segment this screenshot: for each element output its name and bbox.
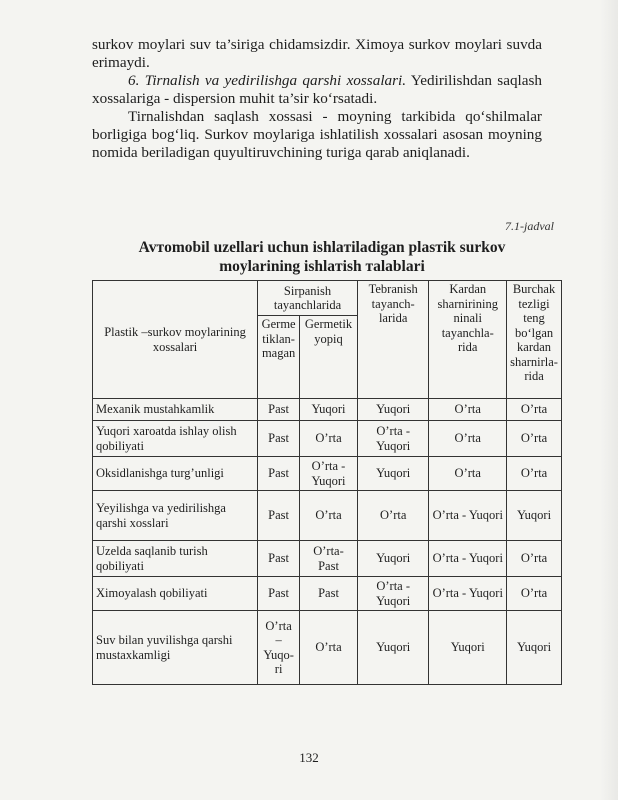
page-edge-shadow [600, 0, 618, 800]
table-row [93, 577, 562, 611]
header-cardan-needle-bearings: Kardan sharnirining ninali tayanchla-rida [429, 281, 507, 399]
table-cell: Past [258, 421, 300, 457]
table-cell: Yuqori [357, 399, 428, 421]
table-cell: Past [300, 577, 358, 611]
table-cell: Yuqori [357, 457, 428, 491]
header-properties: Plastik –surkov moylarining xossalari [93, 281, 258, 399]
requirements-table [92, 280, 562, 685]
table-cell: O’rta - Yuqori [300, 457, 358, 491]
table-row [93, 541, 562, 577]
header-sealed: Germetik yopiq [300, 316, 358, 399]
header-sliding-bearings: Sirpanish tayanchlarida [258, 281, 358, 316]
table-row [93, 457, 562, 491]
table-row [93, 399, 562, 421]
paragraph-2 [92, 72, 542, 108]
table-cell: Yuqori [507, 491, 562, 541]
row-property: Suv bilan yuvilishga qarshi mustaxkamligi [93, 611, 258, 685]
row-property: Yuqori xaroatda ishlay olish qobiliyati [93, 421, 258, 457]
table-cell: O’rta - Yuqori [357, 577, 428, 611]
table-label: 7.1-jadval [505, 219, 554, 233]
row-property: Oksidlanishga turg’unligi [93, 457, 258, 491]
table-cell: O’rta [429, 457, 507, 491]
table-cell: O’rta [357, 491, 428, 541]
row-property: Uzelda saqlanib turish qobiliyati [93, 541, 258, 577]
table-row [93, 491, 562, 541]
table-cell: O’rta - Yuqori [429, 541, 507, 577]
table-cell: Past [258, 399, 300, 421]
table-cell: O’rta [507, 577, 562, 611]
table-cell: O’rta [507, 399, 562, 421]
table-cell: O’rta – Yuqo-ri [258, 611, 300, 685]
table-cell: Past [258, 491, 300, 541]
table-cell: Past [258, 541, 300, 577]
table-cell: Yuqori [507, 611, 562, 685]
table-row [93, 421, 562, 457]
row-property: Ximoyalash qobiliyati [93, 577, 258, 611]
table-cell: Yuqori [357, 541, 428, 577]
header-unsealed: Germe tiklan-magan [258, 316, 300, 399]
table-cell: Yuqori [300, 399, 358, 421]
table-cell: Past [258, 577, 300, 611]
table-cell: O’rta [429, 399, 507, 421]
table-cell: O’rta - Yuqori [429, 491, 507, 541]
page-number: 132 [299, 750, 319, 765]
table-cell: O’rta-Past [300, 541, 358, 577]
table-title-line-1: Avтomobil uzellari uchun ishlaтiladigan plasтik surkov [138, 239, 506, 256]
table-cell: O’rta [300, 421, 358, 457]
table-header-row-1 [93, 281, 562, 316]
paragraph-1: surkov moylari suv ta’siriga chidamsizdir. Ximoya surkov moylari suvda erimaydi. [92, 36, 542, 71]
header-vibration-bearings: Tebranish tayanch-larida [357, 281, 428, 399]
table-cell: O’rta - Yuqori [357, 421, 428, 457]
paragraph-3: Tirnalishdan saqlash xossasi - moyning tarkibida qo‘shilmalar borligiga bog‘liq. Surkov moylariga ishlatilish xossalari asosan moyning nomida beriladigan quyultiruvchining turiga qarab aniqlanadi. [92, 108, 542, 161]
table-cell: O’rta [429, 421, 507, 457]
table-title [92, 238, 552, 276]
section-heading: 6. Tirnalish va yedirilishga qarshi xossalari. [128, 72, 407, 89]
table-cell: O’rta [507, 457, 562, 491]
body-text [92, 36, 542, 162]
row-property: Yeyilishga va yedirilishga qarshi xosslari [93, 491, 258, 541]
table-cell: Yuqori [429, 611, 507, 685]
table-cell: Past [258, 457, 300, 491]
table-row [93, 611, 562, 685]
row-property: Mexanik mustahkamlik [93, 399, 258, 421]
header-cv-joints: Burchak tezligi teng bo‘lgan kardan sharnirla-rida [507, 281, 562, 399]
table-cell: O’rta [507, 541, 562, 577]
table-cell: O’rta - Yuqori [429, 577, 507, 611]
paragraph-2-text: Yedirilishdan saqlash xossalariga - dispersion muhit ta’sir ko‘rsatadi. [92, 72, 542, 107]
table-cell: O’rta [300, 611, 358, 685]
table-cell: O’rta [507, 421, 562, 457]
table-cell: O’rta [300, 491, 358, 541]
table-title-line-2: moylarining ishlaтish тalablari [219, 258, 425, 275]
table-cell: Yuqori [357, 611, 428, 685]
